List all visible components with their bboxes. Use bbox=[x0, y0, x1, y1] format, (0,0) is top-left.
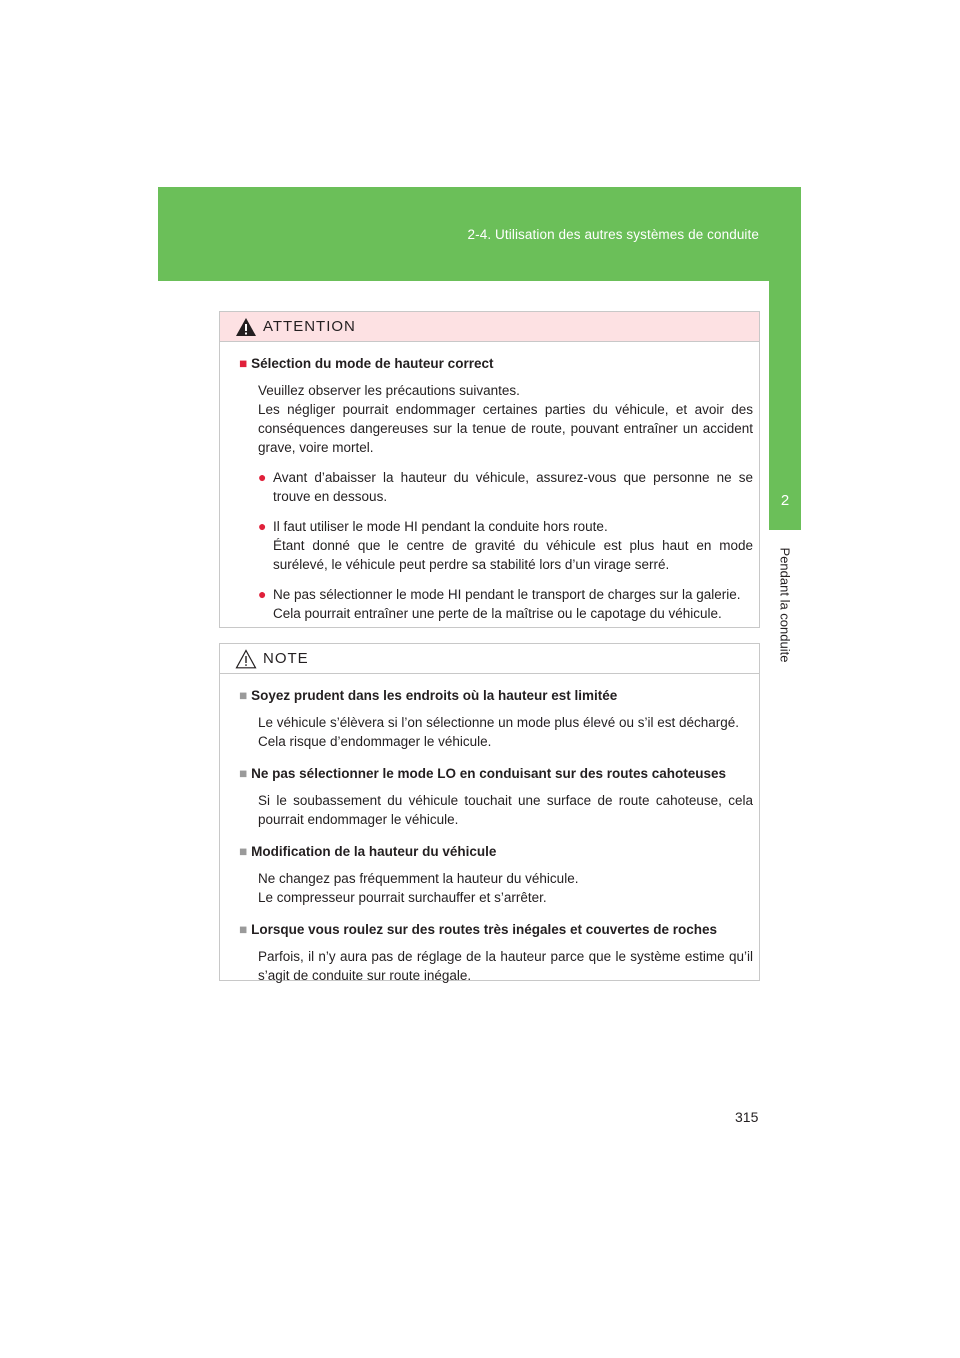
attention-bullet bbox=[239, 468, 753, 506]
round-bullet-icon: ● bbox=[258, 518, 267, 534]
note-line: Le compresseur pourrait surchauffer et s’arrêter. bbox=[258, 890, 547, 905]
attention-header bbox=[220, 312, 759, 342]
attention-bullet bbox=[239, 517, 753, 574]
square-bullet-icon: ■ bbox=[239, 922, 248, 937]
chapter-tab bbox=[769, 281, 801, 530]
note-body bbox=[220, 674, 759, 985]
note-box bbox=[219, 643, 760, 981]
square-bullet-icon: ■ bbox=[239, 688, 248, 703]
note-section-text bbox=[239, 713, 753, 751]
bullet-line: Avant d’abaisser la hauteur du véhicule, assurez-vous que personne ne se trouve en dessous. bbox=[273, 470, 753, 504]
note-section-title: ■ Ne pas sélectionner le mode LO en conduisant sur des routes cahoteuses bbox=[239, 766, 727, 781]
page-number: 315 bbox=[735, 1109, 759, 1125]
square-bullet-icon: ■ bbox=[239, 356, 248, 371]
note-section bbox=[239, 686, 753, 751]
note-line: Si le soubassement du véhicule touchait une surface de route cahoteuse, cela pourrait endommager le véhicule. bbox=[258, 793, 753, 827]
bullet-line: Étant donné que le centre de gravité du véhicule est plus haut en mode surélevé, le véhicule peut perdre sa stabilité lors d’un virage serré. bbox=[273, 538, 753, 572]
attention-bullet bbox=[239, 585, 753, 623]
chapter-header-bar bbox=[158, 187, 801, 281]
side-label-text: Pendant la conduite bbox=[777, 547, 793, 663]
chapter-tab-number: 2 bbox=[780, 492, 790, 509]
note-section-text bbox=[239, 947, 753, 985]
bullet-line: Il faut utiliser le mode HI pendant la conduite hors route. bbox=[273, 519, 608, 534]
attention-box bbox=[219, 311, 760, 628]
note-line: Parfois, il n’y aura pas de réglage de la hauteur parce que le système estime qu’il s’agit de conduite sur route inégale. bbox=[258, 949, 753, 983]
attention-body bbox=[220, 342, 759, 623]
note-section bbox=[239, 764, 753, 829]
bullet-line: Ne pas sélectionner le mode HI pendant le transport de charges sur la galerie. bbox=[273, 587, 741, 602]
note-section-text bbox=[239, 869, 753, 907]
note-section-title: ■ Lorsque vous roulez sur des routes très inégales et couvertes de roches bbox=[239, 922, 718, 937]
intro-line: Veuillez observer les précautions suivantes. bbox=[258, 383, 520, 398]
note-section bbox=[239, 920, 753, 985]
note-header bbox=[220, 644, 759, 674]
note-line: Le véhicule s’élèvera si l’on sélectionne un mode plus élevé ou s’il est déchargé. bbox=[258, 715, 740, 730]
chapter-title: 2-4. Utilisation des autres systèmes de conduite bbox=[467, 227, 759, 242]
warning-triangle-icon bbox=[235, 317, 257, 337]
attention-section-title: ■ Sélection du mode de hauteur correct bbox=[239, 356, 494, 371]
chapter-side-label bbox=[769, 540, 801, 670]
attention-label: ATTENTION bbox=[263, 318, 356, 335]
warning-triangle-outline-icon bbox=[235, 649, 257, 669]
note-section-title: ■ Modification de la hauteur du véhicule bbox=[239, 844, 497, 859]
intro-line: Les négliger pourrait endommager certaines parties du véhicule, et avoir des conséquences dangereuses sur la tenue de route, pouvant entraîner un accident grave, voire mortel. bbox=[258, 402, 753, 455]
note-section-title: ■ Soyez prudent dans les endroits où la hauteur est limitée bbox=[239, 688, 618, 703]
round-bullet-icon: ● bbox=[258, 586, 267, 602]
note-section-text bbox=[239, 791, 753, 829]
square-bullet-icon: ■ bbox=[239, 766, 248, 781]
note-line: Ne changez pas fréquemment la hauteur du véhicule. bbox=[258, 871, 579, 886]
round-bullet-icon: ● bbox=[258, 469, 267, 485]
note-section bbox=[239, 842, 753, 907]
note-line: Cela risque d’endommager le véhicule. bbox=[258, 734, 492, 749]
note-label: NOTE bbox=[263, 650, 309, 667]
bullet-line: Cela pourrait entraîner une perte de la maîtrise ou le capotage du véhicule. bbox=[273, 606, 722, 621]
square-bullet-icon: ■ bbox=[239, 844, 248, 859]
attention-intro bbox=[239, 381, 753, 457]
